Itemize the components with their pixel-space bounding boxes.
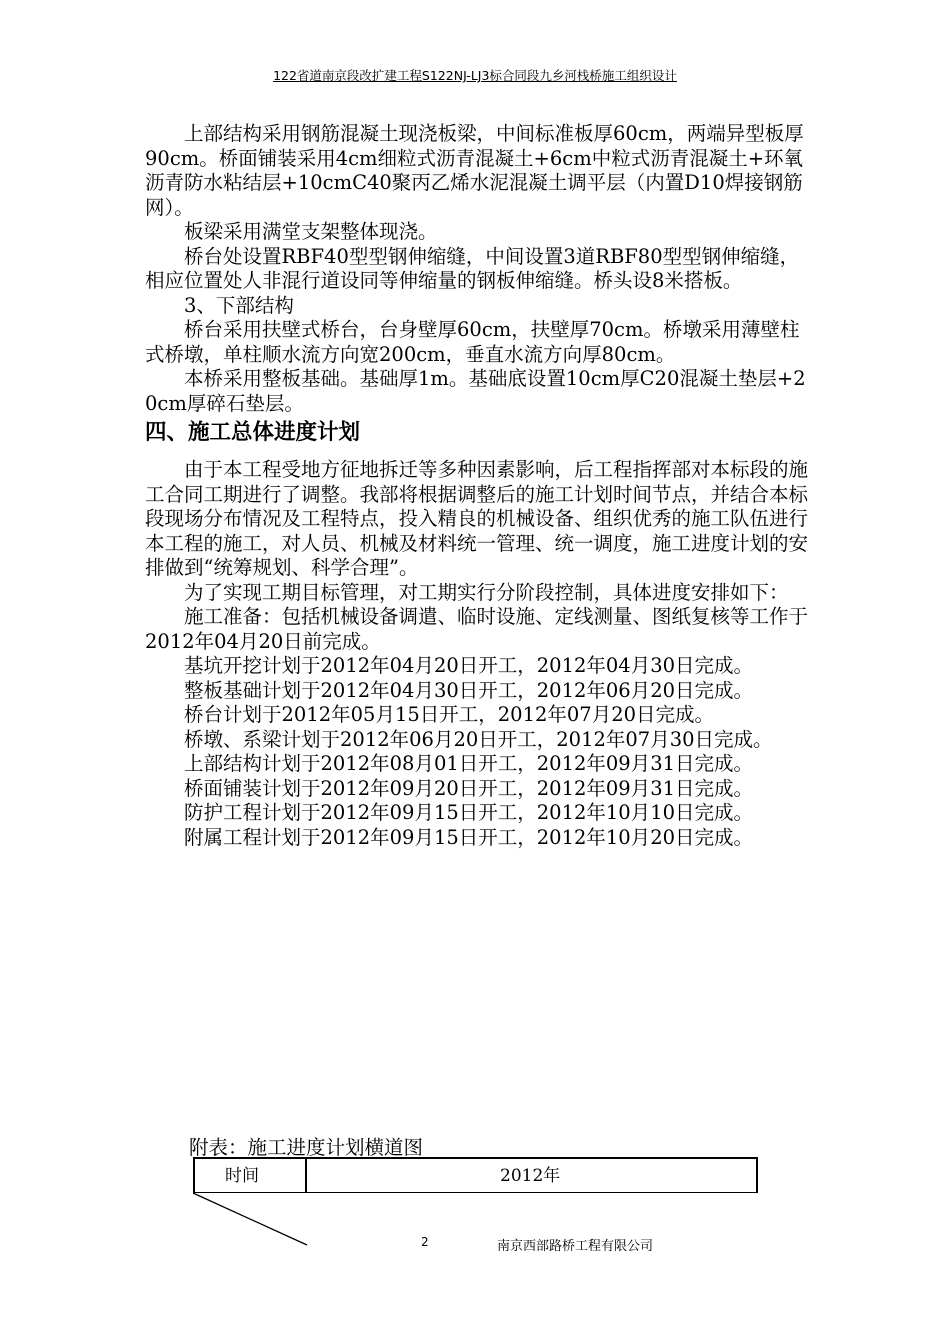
gantt-col-year: 2012年 <box>500 1166 561 1186</box>
schedule-item: 施工准备：包括机械设备调遣、临时设施、定线测量、图纸复核等工作于2012年04月20日前完成。 <box>145 605 809 653</box>
footer-company: 南京西部路桥工程有限公司 <box>497 1239 654 1254</box>
schedule-item: 上部结构计划于2012年08月01日开工，2012年09月31日完成。 <box>184 752 754 775</box>
schedule-item: 基坑开挖计划于2012年04月20日开工，2012年04月30日完成。 <box>184 654 754 677</box>
paragraph-expansion-joints: 桥台处设置RBF40型型钢伸缩缝，中间设置3道RBF80型型钢伸缩缝，相应位置处人非混行道设同等伸缩量的钢板伸缩缝。桥头设8米搭板。 <box>145 244 800 292</box>
subheading-substructure: 3、下部结构 <box>184 293 294 317</box>
paragraph-schedule-control: 为了实现工期目标管理，对工期实行分阶段控制，具体进度安排如下： <box>184 580 789 604</box>
section-heading-schedule: 四、施工总体进度计划 <box>145 420 361 445</box>
page-number: 2 <box>421 1235 429 1249</box>
schedule-item: 附属工程计划于2012年09月15日开工，2012年10月20日完成。 <box>184 825 754 849</box>
paragraph-formwork: 板梁采用满堂支架整体现浇。 <box>184 220 438 243</box>
schedule-item: 桥墩、系梁计划于2012年06月20日开工，2012年07月30日完成。 <box>184 727 773 751</box>
gantt-diagonal-line <box>191 1191 311 1249</box>
paragraph-abutment-pier: 桥台采用扶壁式桥台，台身壁厚60cm，扶壁厚70cm。桥墩采用薄壁柱式桥墩，单柱顺水流方向宽200cm，垂直水流方向厚80cm。 <box>145 318 800 366</box>
paragraph-foundation: 本桥采用整板基础。基础厚1m。基础底设置10cm厚C20混凝土垫层+20cm厚碎石垫层。 <box>145 367 806 415</box>
paragraph-schedule-intro: 由于本工程受地方征地拆迁等多种因素影响，后工程指挥部对本标段的施工合同工期进行了调整。我部将根据调整后的施工计划时间节点，并结合本标段现场分布情况及工程特点，投入精良的机械设备、组织优秀的施工队伍进行本工程的施工，对人员、机械及材料统一管理、统一调度，施工进度计划的安排做到“统筹规划、科学合理”。 <box>145 458 809 579</box>
gantt-col-time: 时间 <box>225 1166 259 1186</box>
document-body <box>145 122 813 850</box>
gantt-table-header <box>193 1157 758 1193</box>
schedule-item: 整板基础计划于2012年04月30日开工，2012年06月20日完成。 <box>184 678 754 702</box>
appendix-title: 附表：施工进度计划横道图 <box>189 1136 424 1159</box>
page-header: 122省道南京段改扩建工程S122NJ-LJ3标合同段九乡河栈桥施工组织设计 <box>273 68 677 83</box>
schedule-item: 防护工程计划于2012年09月15日开工，2012年10月10日完成。 <box>184 801 754 824</box>
schedule-item: 桥面铺装计划于2012年09月20日开工，2012年09月31日完成。 <box>184 776 754 800</box>
schedule-item: 桥台计划于2012年05月15日开工，2012年07月20日完成。 <box>184 703 715 726</box>
gantt-divider <box>305 1159 307 1192</box>
paragraph-superstructure: 上部结构采用钢筋混凝土现浇板梁，中间标准板厚60cm，两端异型板厚90cm。桥面铺装采用4cm细粒式沥青混凝土+6cm中粒式沥青混凝土+环氧沥青防水粘结层+10cmC40聚丙乙烯水泥混凝土调平层（内置D10焊接钢筋网）。 <box>145 122 804 219</box>
